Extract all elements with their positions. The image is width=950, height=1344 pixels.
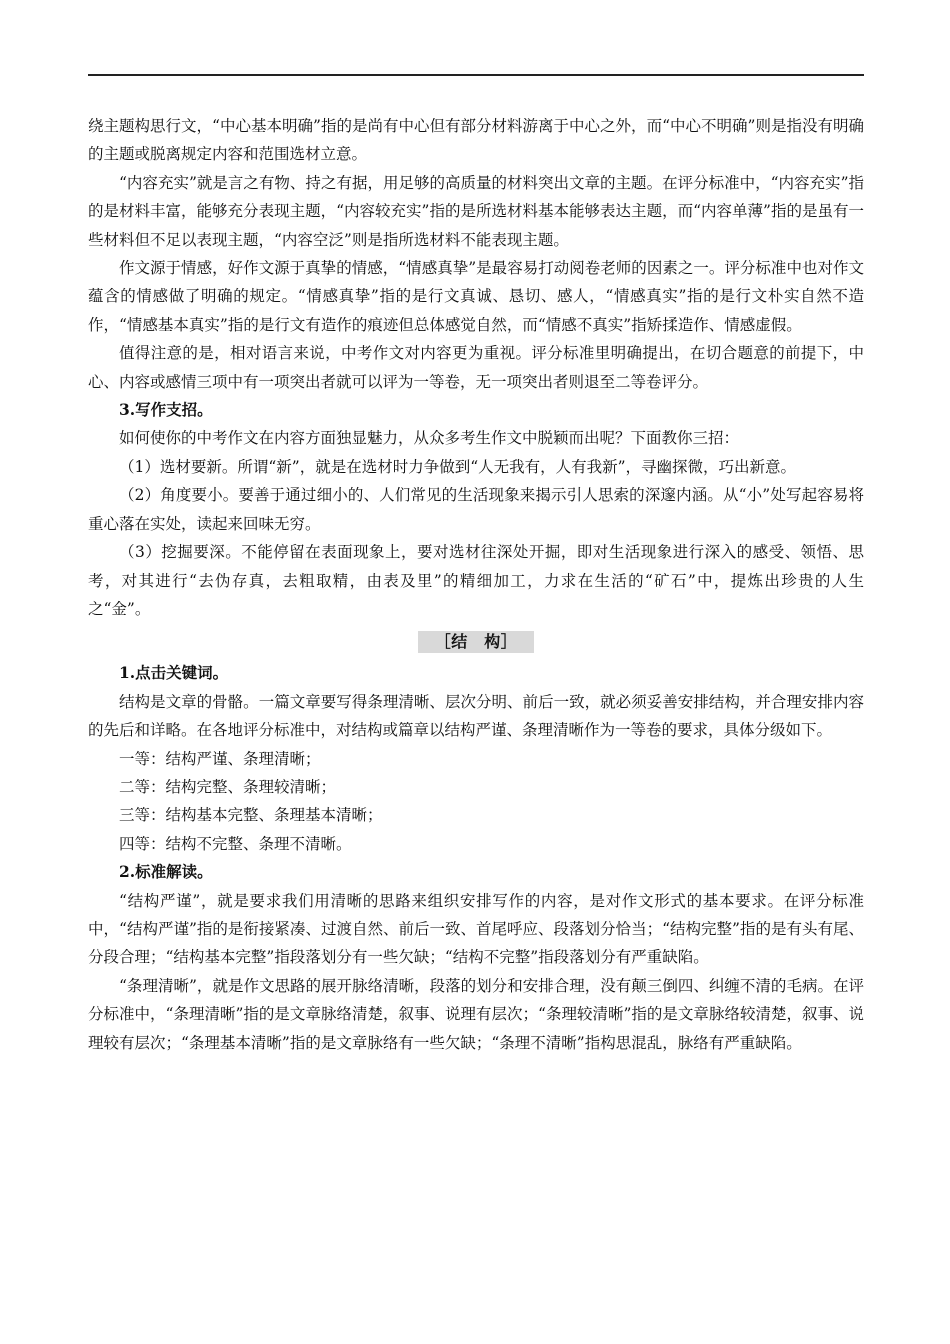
document-body [88, 112, 864, 1057]
paragraph-emotion: 作文源于情感，好作文源于真挚的情感，“情感真挚”是最容易打动阅卷老师的因素之一。评分标准中也对作文蕴含的情感做了明确的规定。“情感真挚”指的是行文真诚、恳切、感人，“情感真实”指的是行文朴实自然不造作，“情感基本真实”指的是行文有造作的痕迹但总体感觉自然，而“情感不真实”指矫揉造作、情感虚假。 [88, 259, 864, 334]
keywords-intro: 结构是文章的骨骼。一篇文章要写得条理清晰、层次分明、前后一致，就必须妥善安排结构，并合理安排内容的先后和详略。在各地评分标准中，对结构或篇章以结构严谨、条理清晰作为一等卷的要求，具体分级如下。 [88, 692, 864, 740]
paragraph-content-rich: “内容充实”就是言之有物、持之有据，用足够的高质量的材料突出文章的主题。在评分标准中，“内容充实”指的是材料丰富，能够充分表现主题，“内容较充实”指的是所选材料基本能够表达主题，而“内容单薄”指的是虽有一些材料但不足以表现主题，“内容空泛”则是指所选材料不能表现主题。 [88, 173, 864, 249]
header-rule [88, 74, 864, 76]
grade-item: 四等：结构不完整、条理不清晰。 [119, 834, 352, 853]
writing-tips-intro: 如何使你的中考作文在内容方面独显魅力，从众多考生作文中脱颖而出呢？下面教你三招： [119, 429, 740, 448]
grade-item: 一等：结构严谨、条理清晰； [119, 749, 321, 768]
writing-tip-1: （1）选材要新。所谓“新”，就是在选材时力争做到“人无我有，人有我新”，寻幽探微，巧出新意。 [119, 457, 797, 476]
section-title-structure: ［结 构］ [418, 631, 534, 653]
writing-tip-3: （3）挖掘要深。不能停留在表面现象上，要对选材往深处开掘，即对生活现象进行深入的感受、领悟、思考，对其进行“去伪存真，去粗取精，由表及里”的精细加工，力求在生活的“矿石”中，提炼出珍贵的人生之“金”。 [88, 543, 864, 618]
interpretation-paragraph-structure: “结构严谨”，就是要求我们用清晰的思路来组织安排写作的内容，是对作文形式的基本要求。在评分标准中，“结构严谨”指的是衔接紧凑、过渡自然、前后一致、首尾呼应、段落划分恰当；“结构完整”指的是有头有尾、分段合理；“结构基本完整”指段落划分有一些欠缺；“结构不完整”指段落划分有严重缺陷。 [88, 891, 864, 967]
grade-item: 三等：结构基本完整、条理基本清晰； [119, 806, 383, 825]
writing-tips-heading: 3.写作支招。 [119, 400, 213, 420]
writing-tip-2: （2）角度要小。要善于通过细小的、人们常见的生活现象来揭示引人思索的深邃内涵。从“小”处写起容易将重心落在实处，读起来回味无穷。 [88, 486, 864, 533]
paragraph-continuation: 绕主题构思行文，“中心基本明确”指的是尚有中心但有部分材料游离于中心之外，而“中心不明确”则是指没有明确的主题或脱离规定内容和范围选材立意。 [88, 117, 864, 164]
interpretation-paragraph-clarity: “条理清晰”，就是作文思路的展开脉络清晰，段落的划分和安排合理，没有颠三倒四、纠缠不清的毛病。在评分标准中，“条理清晰”指的是文章脉络清楚，叙事、说理有层次；“条理较清晰”指的是文章脉络较清楚，叙事、说理较有层次；“条理基本清晰”指的是文章脉络有一些欠缺；“条理不清晰”指构思混乱，脉络有严重缺陷。 [88, 976, 864, 1052]
paragraph-note: 值得注意的是，相对语言来说，中考作文对内容更为重视。评分标准里明确提出，在切合题意的前提下，中心、内容或感情三项中有一项突出者就可以评为一等卷，无一项突出者则退至二等卷评分。 [88, 344, 864, 391]
section-title-row [88, 631, 864, 653]
grade-item: 二等：结构完整、条理较清晰； [119, 777, 337, 796]
keywords-heading: 1.点击关键词。 [119, 663, 229, 683]
interpretation-heading: 2.标准解读。 [119, 862, 213, 882]
